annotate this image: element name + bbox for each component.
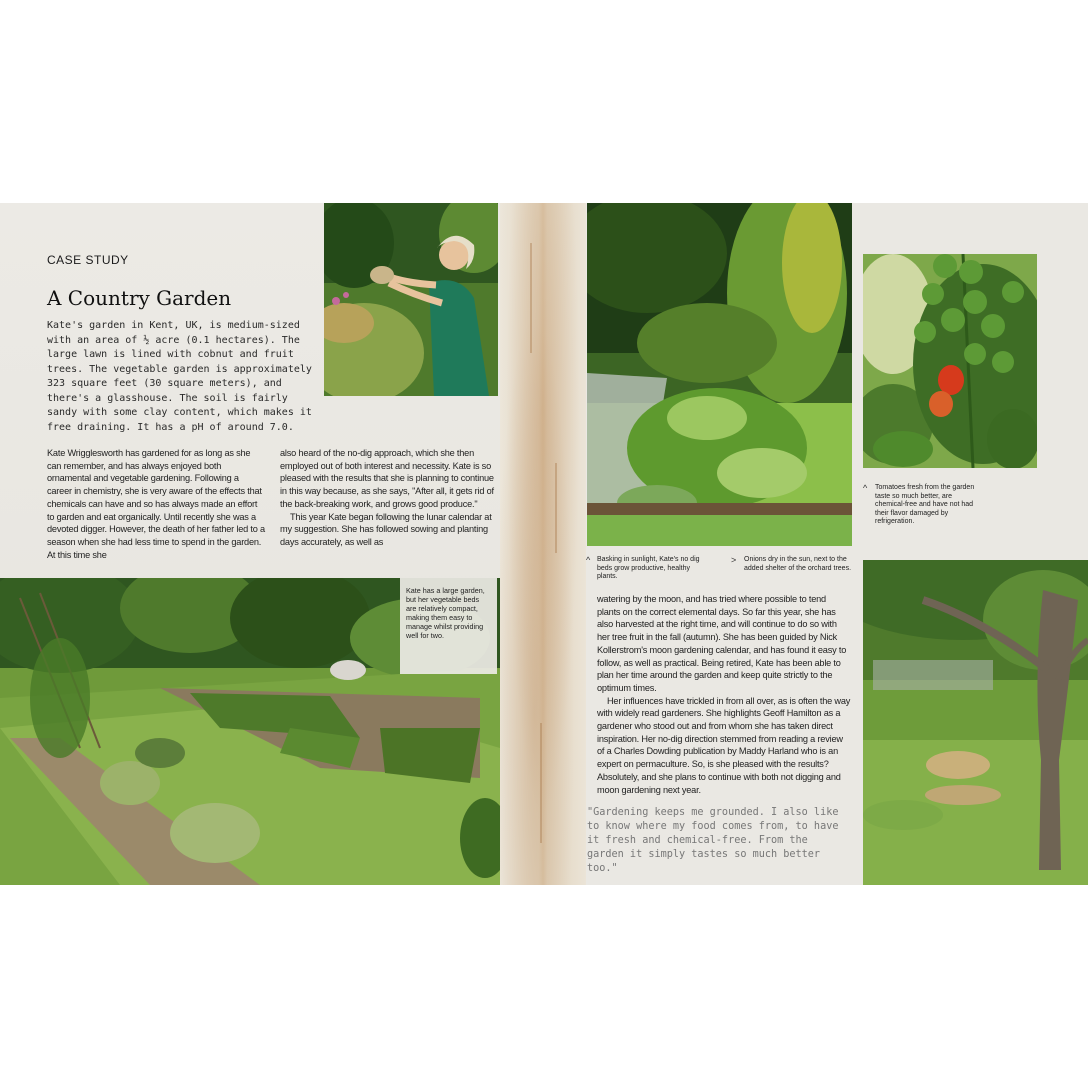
- gutter-stain: [540, 723, 542, 843]
- body-column-2: [280, 447, 496, 549]
- caption-text: Onions dry in the sun, next to the added shelter of the orchard trees.: [744, 556, 852, 572]
- gutter-stain: [555, 463, 557, 553]
- gutter-stain: [530, 243, 532, 353]
- caption-text: Tomatoes fresh from the garden taste so much better, are chemical-free and have not had their flavor damaged by refrigeration.: [875, 484, 975, 526]
- caption-no-dig-bed: [586, 555, 707, 582]
- body-column-1: [47, 447, 265, 561]
- photo-no-dig-bed: [587, 203, 852, 546]
- right-body-column: [597, 593, 851, 796]
- caption-arrow-up: ^: [586, 555, 591, 565]
- body-paragraph: also heard of the no-dig approach, which she then employed out of both interest and necessity. Kate is so pleased with the results that she is planning to continue in this way because, as she says, "After all, it gets rid of the back-breaking work, and grows good produce.": [280, 448, 494, 509]
- body-paragraph: watering by the moon, and has tried where possible to tend plants on the correct elemental days. So far this year, she has also harvested at the right time, and will continue to do so with her tree fruit in the fall (autumn). She has been guided by Nick Kollerstrom's moon gardening calendar, and has found it easy to follow, as well as practical. Being retired, Kate has been able to plan her time around the garden and keep quite strictly to the optimum times.: [597, 594, 847, 693]
- body-paragraph: Kate Wrigglesworth has gardened for as long as she can remember, and has always enjoyed both ornamental and vegetable gardening. Following a career in chemistry, she is very aware of the effects that chemicals can have and so has always made an effort to garden and eat organically. Until recently she was a devoted digger. However, the death of her father led to a season when she had less time to spend in the garden. At this time she: [47, 448, 265, 560]
- caption-arrow-right: >: [731, 555, 737, 565]
- photo-orchard-onions: [863, 560, 1088, 885]
- page-title: A Country Garden: [47, 286, 232, 310]
- garden-photo-caption: [400, 578, 497, 674]
- caption-tomatoes: [863, 483, 983, 527]
- photo-kate-gardening: [324, 203, 498, 396]
- caption-text: Kate has a large garden, but her vegetable beds are relatively compact, making them easy to manage whilst providing well for two.: [406, 586, 485, 640]
- caption-arrow-up: ^: [863, 483, 868, 493]
- body-paragraph: Her influences have trickled in from all over, as is often the way with widely read gardeners. She highlights Geoff Hamilton as a gardener who stood out and from whom she has taken direct inspiration. Her no-dig direction stemmed from reading a review of a Charles Dowding publication by Maddy Harland who is an expert on permaculture. So, is she pleased with the results? Absolutely, and she plans to continue with both not digging and moon gardening next year.: [597, 695, 851, 795]
- case-study-kicker: CASE STUDY: [47, 253, 129, 267]
- caption-onions: [731, 555, 854, 573]
- body-paragraph: This year Kate began following the lunar calendar at my suggestion. She has followed sowing and planting days accurately, as well as: [280, 511, 492, 547]
- photo-tomatoes: [863, 254, 1037, 468]
- book-spread: [0, 203, 1088, 885]
- caption-text: Basking in sunlight, Kate's no dig beds grow productive, healthy plants.: [597, 556, 700, 581]
- left-page: [0, 203, 500, 885]
- pull-quote: "Gardening keeps me grounded. I also like to know where my food comes from, to have it fresh and chemical-free. From the garden it simply tastes so much better too.": [587, 807, 839, 874]
- intro-paragraph: Kate's garden in Kent, UK, is medium-sized with an area of ½ acre (0.1 hectares). The large lawn is lined with cobnut and fruit trees. The vegetable garden is approximately 323 square feet (30 square meters), and there's a glasshouse. The soil is fairly sandy with some clay content, which makes it free draining. It has a pH of around 7.0.: [47, 320, 312, 433]
- book-gutter: [500, 203, 586, 885]
